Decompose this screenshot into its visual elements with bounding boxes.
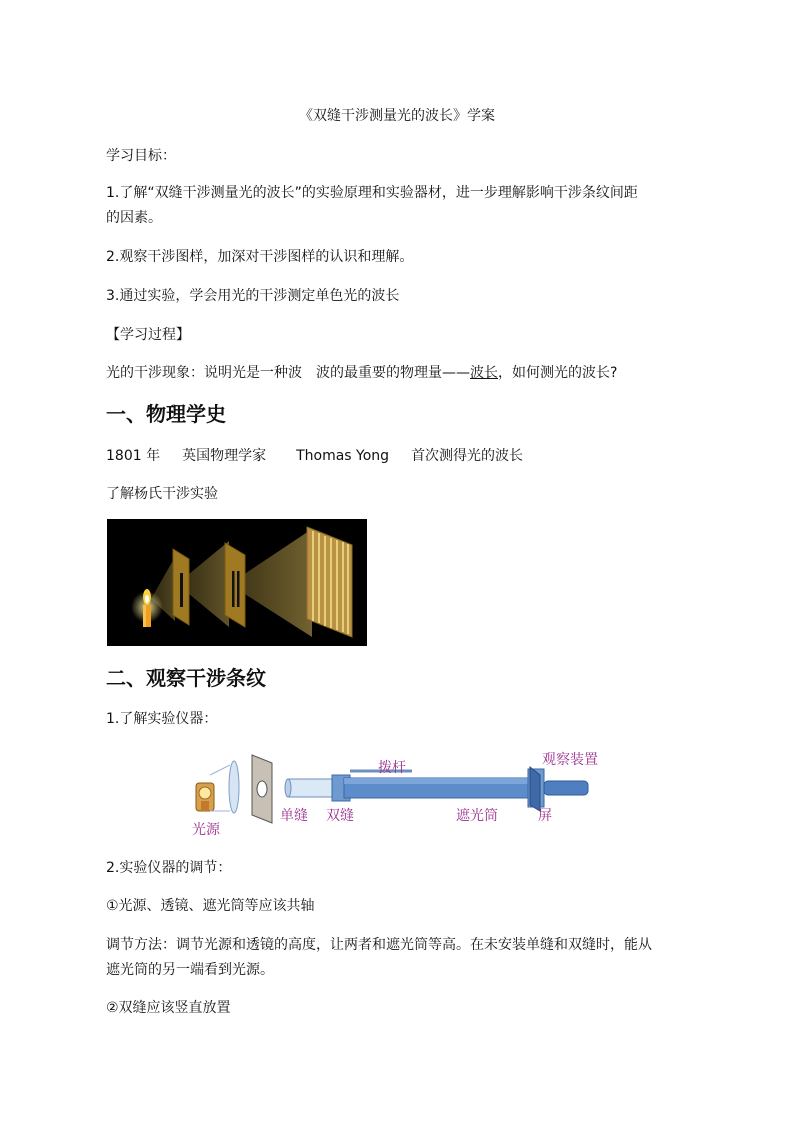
history-name: Thomas Yong: [296, 448, 390, 464]
history-year: 1801 年: [106, 448, 161, 464]
history-country: 英国物理学家: [182, 448, 267, 464]
section-2-heading: 二、观察干涉条纹: [106, 666, 266, 690]
label-lever: 拨杆: [378, 760, 406, 776]
section-1-heading: 一、物理学史: [106, 402, 226, 426]
label-single-slit: 单缝: [280, 808, 308, 824]
young-experiment-image: [107, 519, 367, 646]
apparatus-diagram: [180, 745, 620, 845]
interference-mid: 波的最重要的物理量——: [316, 365, 470, 381]
objective-1-line-1: 1.了解“双缝干涉测量光的波长”的实验原理和实验器材，进一步理解影响干涉条纹间距: [106, 185, 638, 201]
method-line-1: 调节方法：调节光源和透镜的高度，让两者和遮光筒等高。在未安装单缝和双缝时，能从: [106, 937, 652, 953]
filter-plate: [252, 755, 272, 823]
history-line: [106, 446, 523, 466]
step-2: ②双缝应该竖直放置: [106, 1000, 231, 1016]
label-observer: 观察装置: [542, 752, 598, 768]
objectives-label: 学习目标：: [106, 148, 176, 164]
label-light-source: 光源: [192, 822, 220, 838]
document-title: 《双缝干涉测量光的波长》学案: [299, 108, 495, 124]
method-line-2: 遮光筒的另一端看到光源。: [106, 962, 274, 978]
young-experiment-label: 了解杨氏干涉实验: [106, 486, 218, 502]
objective-1-line-2: 的因素。: [106, 210, 162, 226]
interference-post: ，如何测光的波长?: [498, 365, 618, 381]
wavelength-underlined: 波长: [470, 365, 498, 381]
label-screen: 屏: [538, 808, 552, 824]
light-source-icon: [196, 783, 214, 811]
objective-3: 3.通过实验，学会用光的干涉测定单色光的波长: [106, 288, 400, 304]
interference-pre: 光的干涉现象：说明光是一种波: [106, 365, 302, 381]
label-tube: 遮光筒: [456, 808, 498, 824]
label-double-slit: 双缝: [326, 808, 354, 824]
instruments-label: 1.了解实验仪器：: [106, 711, 218, 727]
history-achievement: 首次测得光的波长: [411, 448, 524, 464]
objective-2: 2.观察干涉图样，加深对干涉图样的认识和理解。: [106, 249, 414, 265]
process-label: 【学习过程】: [106, 327, 190, 343]
interference-line: [106, 363, 617, 383]
step-1: ①光源、透镜、遮光筒等应该共轴: [106, 898, 315, 914]
adjust-label: 2.实验仪器的调节：: [106, 860, 232, 876]
